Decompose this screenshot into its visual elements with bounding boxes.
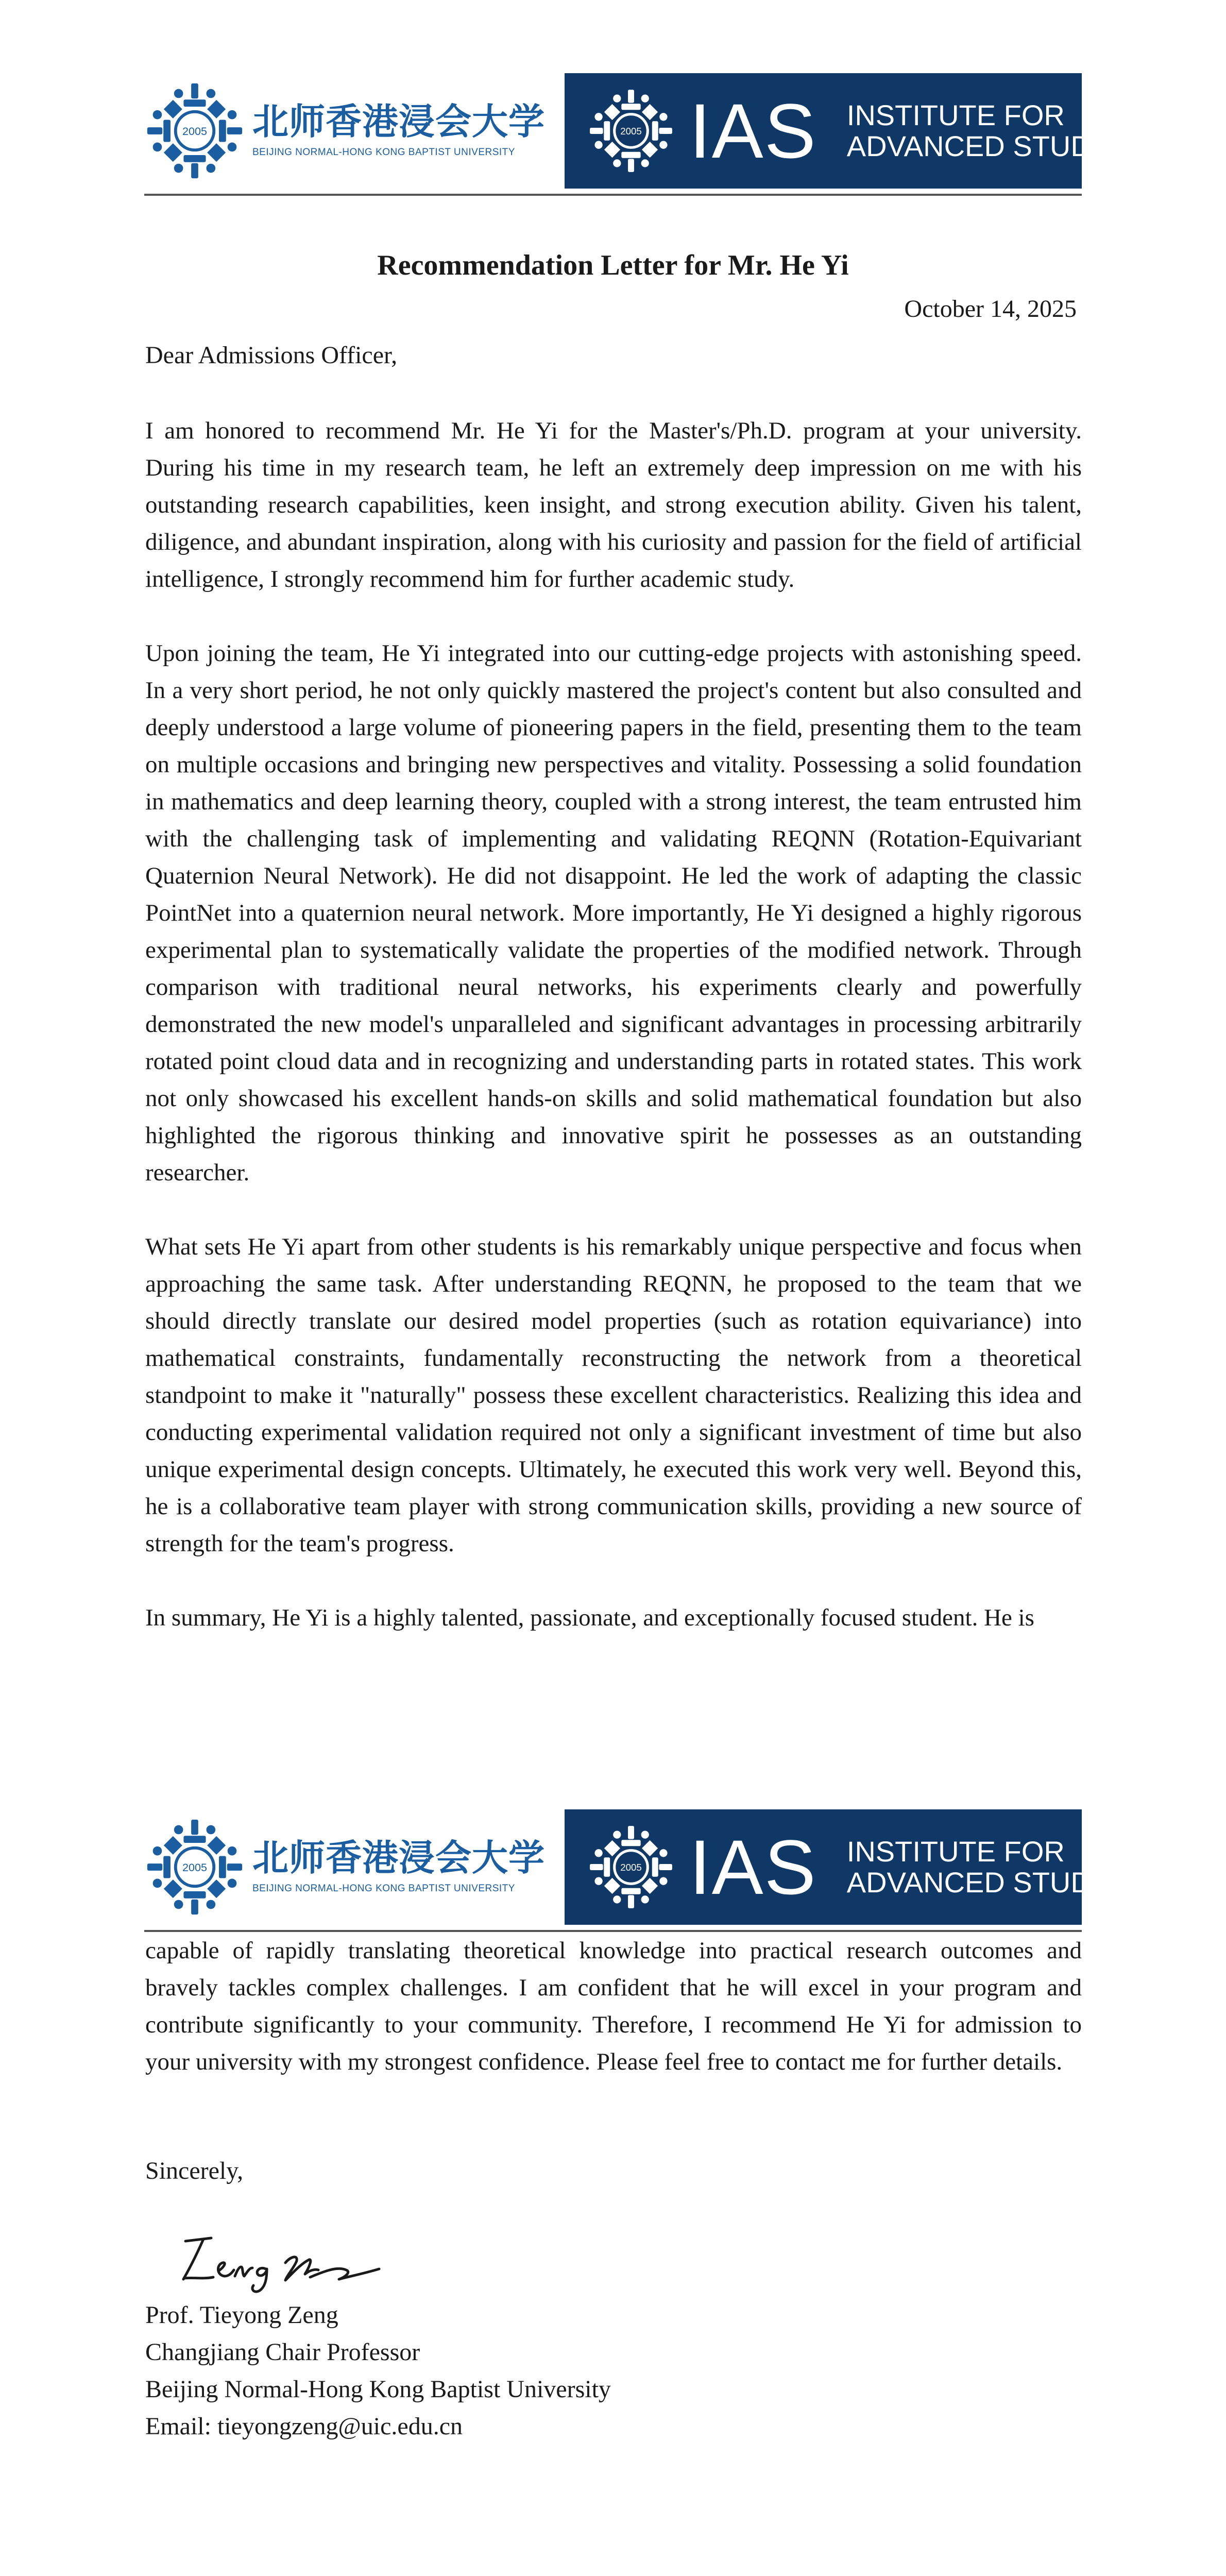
- bnbu-chinese-name: 北师香港浸会大学: [252, 1837, 545, 1879]
- letter-date: October 14, 2025: [904, 295, 1077, 323]
- header-rule-page-1: [144, 194, 1082, 196]
- bnbu-logo: [144, 73, 546, 189]
- paragraph-4-part-1: In summary, He Yi is a highly talented, passionate, and exceptionally focused student. He is: [145, 1604, 1034, 1631]
- ias-name-line-1: INSTITUTE FOR: [846, 98, 1065, 131]
- bnbu-english-name: BEIJING NORMAL-HONG KONG BAPTIST UNIVERSITY: [252, 147, 515, 158]
- paragraph-1: I am honored to recommend Mr. He Yi for the Master's/Ph.D. program at your university. During his time in my research team, he left an extremely deep impression on me with his outstanding research capabilities, keen insight, and strong execution ability. Given his talent, diligence, and abundant inspiration, along with his curiosity and passion for the field of artificial intelligence, I strongly recommend him for further academic study.: [145, 417, 1082, 592]
- paragraph-4-part-2: capable of rapidly translating theoretical knowledge into practical research outcomes and bravely tackles complex challenges. I am confident that he will excel in your program and contribute significantly to your community. Therefore, I recommend He Yi for admission to your university with my strongest confidence. Please feel free to contact me for further details.: [145, 1937, 1082, 2075]
- ias-emblem-icon: [587, 1823, 675, 1911]
- ias-name-line-2: ADVANCED STUDY: [846, 130, 1111, 162]
- paragraph-2: Upon joining the team, He Yi integrated into our cutting-edge projects with astonishing speed. In a very short period, he not only quickly mastered the project's content but also consulted and deeply understood a large volume of pioneering papers in the field, presenting them to the team on multiple occasions and bringing new perspectives and vitality. Possessing a solid foundation in mathematics and deep learning theory, coupled with a strong interest, the team entrusted him with the challenging task of implementing and validating REQNN (Rotation-Equivariant Quaternion Neural Network). He did not disappoint. He led the work of adapting the classic PointNet into a quaternion neural network. More importantly, He Yi designed a highly rigorous experimental plan to systematically validate the properties of the modified network. Through comparison with traditional neural networks, his experiments clearly and powerfully demonstrated the new model's unparalleled and significant advantages in processing arbitrarily rotated point cloud data and in recognizing and understanding parts in rotated states. This work not only showcased his excellent hands-on skills and solid mathematical foundation but also highlighted the rigorous thinking and innovative spirit he possesses as an outstanding researcher.: [145, 640, 1082, 1186]
- ias-logo: [565, 73, 1111, 189]
- ias-logo: [565, 1809, 1111, 1925]
- bnbu-chinese-name: 北师香港浸会大学: [252, 100, 545, 143]
- ias-full-name: [847, 100, 1111, 162]
- letterhead-page-2: [144, 1809, 1111, 1925]
- ias-name-line-1: INSTITUTE FOR: [846, 1835, 1065, 1868]
- ias-full-name: [847, 1836, 1111, 1899]
- letterhead-page-1: [144, 73, 1111, 189]
- bnbu-emblem-icon: [144, 1817, 245, 1918]
- bnbu-logo: [144, 1809, 546, 1925]
- signer-email: Email: tieyongzeng@uic.edu.cn: [145, 2413, 463, 2440]
- closing: Sincerely,: [145, 2157, 244, 2184]
- letter-title: Recommendation Letter for Mr. He Yi: [377, 249, 849, 281]
- ias-name-line-2: ADVANCED STUDY: [846, 1866, 1111, 1899]
- paragraph-3: What sets He Yi apart from other students is his remarkably unique perspective and focus when approaching the same task. After understanding REQNN, he proposed to the team that we should directly translate our desired model properties (such as rotation equivariance) into mathematical constraints, fundamentally reconstructing the network from a theoretical standpoint to make it "naturally" possess these excellent characteristics. Realizing this idea and conducting experimental validation required not only a significant investment of time but also unique experimental design concepts. Ultimately, he executed this work very well. Beyond this, he is a collaborative team player with strong communication skills, providing a new source of strength for the team's progress.: [145, 1233, 1082, 1557]
- signer-title: Changjiang Chair Professor: [145, 2338, 420, 2366]
- ias-abbreviation: IAS: [689, 88, 817, 174]
- salutation: Dear Admissions Officer,: [145, 342, 398, 369]
- signer-institution: Beijing Normal-Hong Kong Baptist University: [145, 2376, 611, 2403]
- handwritten-signature: [175, 2226, 391, 2298]
- bnbu-emblem-year: 2005: [182, 1860, 207, 1874]
- ias-abbreviation: IAS: [689, 1824, 817, 1910]
- ias-emblem-year: 2005: [620, 125, 642, 137]
- ias-emblem-year: 2005: [620, 1861, 642, 1873]
- signer-name: Prof. Tieyong Zeng: [145, 2301, 338, 2329]
- bnbu-english-name: BEIJING NORMAL-HONG KONG BAPTIST UNIVERSITY: [252, 1883, 515, 1894]
- ias-emblem-icon: [587, 87, 675, 175]
- bnbu-emblem-year: 2005: [182, 124, 207, 138]
- bnbu-emblem-icon: [144, 80, 245, 181]
